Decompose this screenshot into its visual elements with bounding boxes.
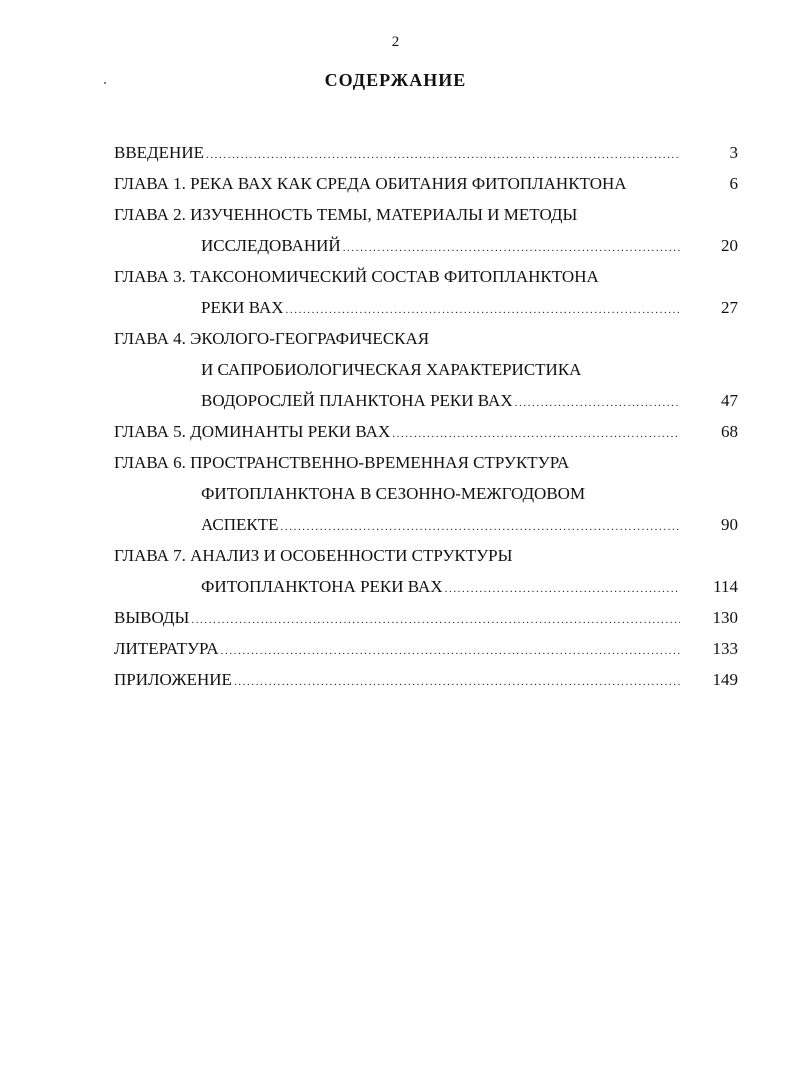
toc-entry-text-wrap (114, 137, 680, 171)
toc-entry (114, 602, 738, 633)
toc-entry-text-wrap (114, 633, 680, 667)
toc-entry (114, 478, 738, 509)
toc-entry-text-wrap (114, 602, 680, 636)
toc-entry-title: ИССЛЕДОВАНИЙ (201, 230, 343, 261)
toc-entry-page: 133 (712, 639, 738, 658)
toc-entry-title: ВВЕДЕНИЕ (114, 137, 206, 168)
toc-entry-text-wrap (201, 354, 680, 385)
toc-entry-page: 149 (712, 670, 738, 689)
toc-dot-leader (234, 667, 680, 698)
toc-entry (114, 199, 738, 230)
toc-entry (114, 137, 738, 168)
toc-entry (114, 664, 738, 695)
toc-entry-page: 27 (721, 298, 738, 317)
toc-dot-leader (286, 295, 680, 326)
toc-entry-title: ПРИЛОЖЕНИЕ (114, 664, 234, 695)
toc-entry (114, 385, 738, 416)
toc-entry-page: 114 (713, 577, 738, 596)
toc-entry-page: 90 (721, 515, 738, 534)
toc-entry (114, 230, 738, 261)
toc-dot-leader (191, 605, 680, 636)
toc-entry-text-wrap (201, 385, 680, 419)
toc-entry-text-wrap (114, 416, 680, 450)
toc-dot-leader (281, 512, 680, 543)
toc-dot-leader (445, 574, 680, 605)
toc-entry-title: ГЛАВА 7. АНАЛИЗ И ОСОБЕННОСТИ СТРУКТУРЫ (114, 540, 514, 571)
toc-entry (114, 292, 738, 323)
toc-entry (114, 509, 738, 540)
toc-entry (114, 168, 738, 199)
toc-entry (114, 354, 738, 385)
toc-entry (114, 571, 738, 602)
toc-entry-title: ГЛАВА 1. РЕКА ВАХ КАК СРЕДА ОБИТАНИЯ ФИТОПЛАНКТОНА (114, 168, 629, 199)
toc-entry-text-wrap (201, 509, 680, 543)
toc-entry-page: 6 (729, 174, 738, 193)
toc-entry (114, 447, 738, 478)
toc-entry-title: ВЫВОДЫ (114, 602, 191, 633)
toc-dot-leader (343, 233, 680, 264)
toc-entry-title: ГЛАВА 2. ИЗУЧЕННОСТЬ ТЕМЫ, МАТЕРИАЛЫ И МЕТОДЫ (114, 199, 579, 230)
toc-entry-title: ГЛАВА 6. ПРОСТРАНСТВЕННО-ВРЕМЕННАЯ СТРУКТУРА (114, 447, 571, 478)
toc-entry-text-wrap (114, 261, 680, 292)
toc-entry-title: АСПЕКТЕ (201, 509, 281, 540)
toc-entry-title: ГЛАВА 3. ТАКСОНОМИЧЕСКИЙ СОСТАВ ФИТОПЛАНКТОНА (114, 261, 601, 292)
toc-entry-text-wrap (114, 168, 680, 199)
toc-entry-page: 47 (721, 391, 738, 410)
toc-dot-leader (392, 419, 680, 450)
page-number: 2 (391, 34, 400, 50)
toc-dot-leader (206, 140, 680, 171)
toc-entry-title: ЛИТЕРАТУРА (114, 633, 221, 664)
toc-entry-title: ФИТОПЛАНКТОНА РЕКИ ВАХ (201, 571, 445, 602)
toc-entry (114, 323, 738, 354)
toc-entry-text-wrap (201, 292, 680, 326)
toc-entry-text-wrap (201, 571, 680, 605)
toc-entry-text-wrap (114, 323, 680, 354)
table-of-contents (114, 137, 738, 695)
toc-entry (114, 540, 738, 571)
toc-entry-title: РЕКИ ВАХ (201, 292, 286, 323)
toc-entry-page: 68 (721, 422, 738, 441)
page-title: СОДЕРЖАНИЕ (324, 70, 467, 90)
toc-entry-text-wrap (114, 447, 680, 478)
toc-entry-text-wrap (114, 199, 680, 230)
toc-entry (114, 416, 738, 447)
toc-entry-page: 3 (729, 143, 738, 162)
toc-entry-text-wrap (114, 540, 680, 571)
toc-entry-title: ГЛАВА 4. ЭКОЛОГО-ГЕОГРАФИЧЕСКАЯ (114, 323, 431, 354)
toc-entry-title: ГЛАВА 5. ДОМИНАНТЫ РЕКИ ВАХ (114, 416, 392, 447)
toc-entry-text-wrap (201, 230, 680, 264)
toc-entry (114, 261, 738, 292)
toc-dot-leader (221, 636, 680, 667)
toc-entry-page: 20 (721, 236, 738, 255)
toc-entry-page: 130 (712, 608, 738, 627)
toc-entry (114, 633, 738, 664)
toc-entry-text-wrap (201, 478, 680, 509)
toc-entry-title: ВОДОРОСЛЕЙ ПЛАНКТОНА РЕКИ ВАХ (201, 385, 515, 416)
toc-entry-text-wrap (114, 664, 680, 698)
toc-entry-title: И САПРОБИОЛОГИЧЕСКАЯ ХАРАКТЕРИСТИКА (201, 354, 583, 385)
toc-dot-leader (515, 388, 680, 419)
toc-entry-title: ФИТОПЛАНКТОНА В СЕЗОННО-МЕЖГОДОВОМ (201, 478, 587, 509)
